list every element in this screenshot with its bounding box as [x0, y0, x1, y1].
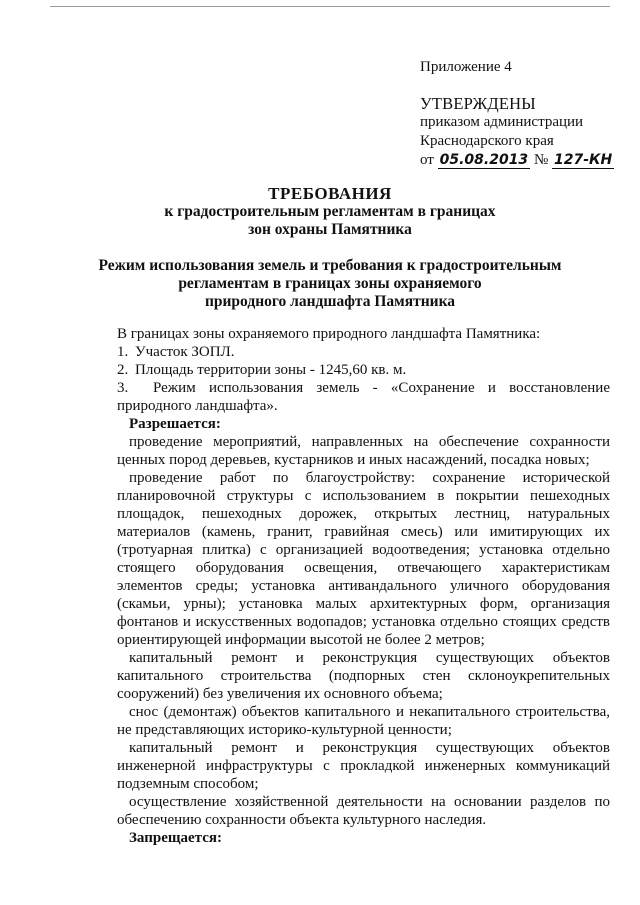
list-number: 3. — [117, 380, 129, 396]
title-line-3: зон охраны Памятника — [248, 221, 412, 238]
list-text: Режим использования земель - «Сохранение и восстановление природного ландшафта». — [117, 380, 610, 414]
approval-block — [420, 58, 630, 170]
list-number: 2. — [117, 362, 129, 378]
approval-heading: УТВЕРЖДЕНЫ — [420, 94, 536, 113]
allowed-paragraph: проведение работ по благоустройству: сохранение исторической планировочной структуры с использованием в покрытии пешеходных площадок, пешеходных дорожек, открытых лестниц, натуральных материалов (камень, гранит, гравийная смесь) или имитирующих их (тротуарная плитка) с организацией водоотведения; установка отдельно стоящего оборудования освещения, отвечающего характеристикам элементов среды; установка антивандального уличного оборудования (скамьи, урны); установка малых архитектурных форм, организация фонтанов и искусственных водопадов; установка отдельно стоящих средств ориентирующей информации высотой не более 2 метров; — [117, 470, 610, 648]
allowed-paragraph: капитальный ремонт и реконструкция существующих объектов инженерной инфраструктуры с прокладкой инженерных коммуникаций подземным способом; — [117, 740, 610, 792]
list-text: Участок ЗОПЛ. — [135, 344, 235, 360]
date-prefix: от — [420, 152, 434, 168]
allowed-heading: Разрешается: — [129, 416, 221, 432]
allowed-paragraph: снос (демонтаж) объектов капитального и некапитального строительства, не представляющих историко-культурной ценности; — [117, 704, 610, 738]
approval-date-line — [420, 151, 630, 170]
list-item — [0, 379, 610, 415]
number-prefix: № — [533, 152, 549, 168]
title-main: ТРЕБОВАНИЯ — [268, 184, 392, 203]
document-body — [117, 325, 610, 847]
allowed-paragraph: осуществление хозяйственной деятельности на основании разделов по обеспечению сохранности объекта культурного наследия. — [117, 794, 610, 828]
list-text: Площадь территории зоны - 1245,60 кв. м. — [135, 362, 407, 378]
approval-line-2: Краснодарского края — [420, 133, 554, 149]
document-title — [40, 185, 620, 239]
list-number: 1. — [117, 344, 129, 360]
top-rule — [50, 6, 610, 7]
intro-paragraph: В границах зоны охраняемого природного ландшафта Памятника: — [117, 326, 541, 342]
document-subtitle — [40, 257, 620, 311]
list-item — [117, 361, 610, 379]
list-item — [117, 343, 610, 361]
allowed-paragraph: капитальный ремонт и реконструкция существующих объектов капитального строительства (подпорных стен склоноукрепительных сооружений) без увеличения их основного объема; — [117, 650, 610, 702]
subtitle-line-2: регламентам в границах зоны охраняемого — [178, 275, 482, 292]
forbidden-heading: Запрещается: — [129, 830, 223, 846]
subtitle-line-1: Режим использования земель и требования к градостроительным — [98, 257, 562, 274]
approval-line-1: приказом администрации — [420, 114, 584, 130]
handwritten-date: 05.08.2013 — [439, 152, 529, 168]
annex-label: Приложение 4 — [420, 59, 512, 75]
subtitle-line-3: природного ландшафта Памятника — [204, 293, 456, 310]
handwritten-number: 127-КН — [554, 152, 613, 168]
allowed-paragraph: проведение мероприятий, направленных на обеспечение сохранности ценных пород деревьев, кустарников и иных насаждений, посадка новых; — [117, 434, 610, 468]
title-line-2: к градостроительным регламентам в границах — [164, 203, 496, 220]
